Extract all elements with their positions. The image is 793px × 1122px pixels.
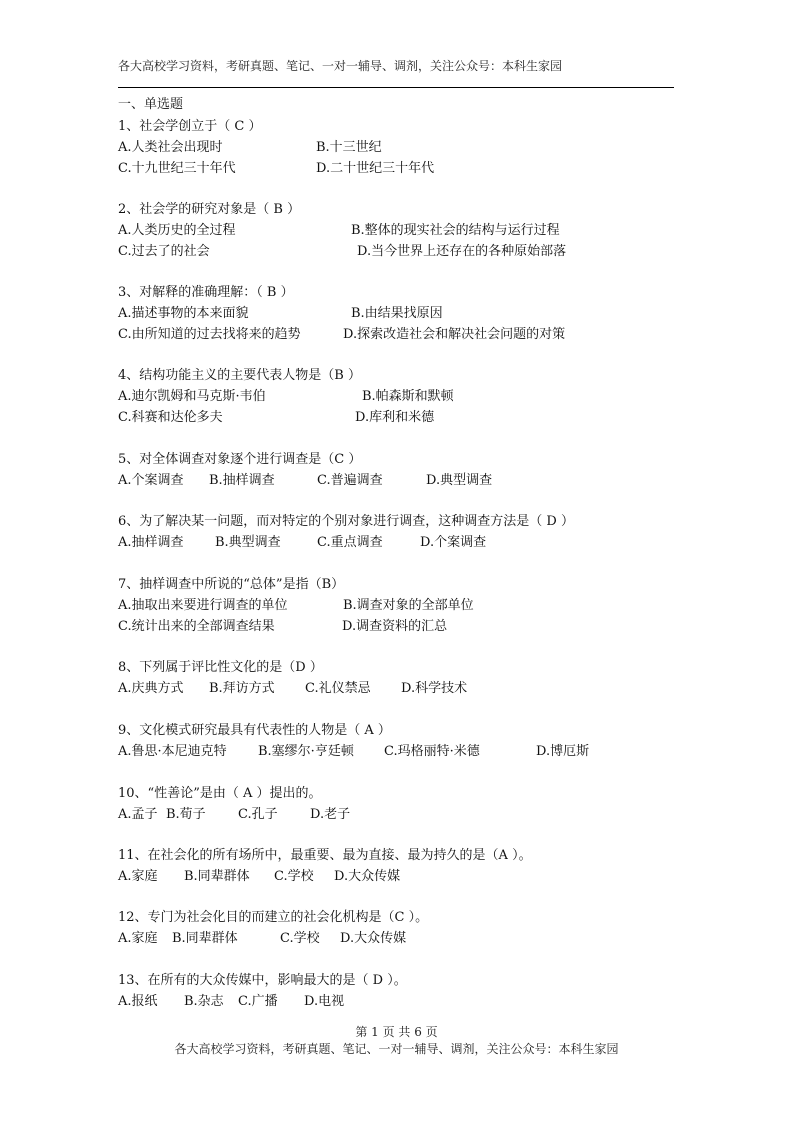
question-8-option-c: C.礼仪禁忌 [305,681,371,696]
question-2-option-c: C.过去了的社会 [118,244,210,259]
question-10-option-a: A.孟子 [118,807,158,822]
question-4-option-b: B.帕森斯和默顿 [362,389,454,404]
question-8-option-a: A.庆典方式 [118,681,184,696]
question-12-stem: 12、专门为社会化目的而建立的社会化机构是（C ）。 [118,910,429,925]
question-8-option-b: B.拜访方式 [209,681,275,696]
question-10-option-b: B.荀子 [166,807,206,822]
question-4-option-a: A.迪尔凯姆和马克斯·韦伯 [118,389,266,404]
question-13-option-b: B.杂志 [184,994,224,1009]
question-6-option-a: A.抽样调查 [118,535,184,550]
question-6-option-c: C.重点调查 [317,535,383,550]
question-11-option-d: D.大众传媒 [334,869,401,884]
question-11-option-c: C.学校 [274,869,314,884]
question-12-option-b: B.同辈群体 [172,931,238,946]
question-7-option-b: B.调查对象的全部单位 [343,598,474,613]
page-footer: 各大高校学习资料，考研真题、笔记、一对一辅导、调剂，关注公众号：本科生家园 [174,1042,619,1056]
question-12-option-d: D.大众传媒 [340,931,407,946]
question-13-option-c: C.广播 [238,994,278,1009]
question-10-option-d: D.老子 [310,807,351,822]
question-1-option-a: A.人类社会出现时 [118,140,223,155]
question-8-stem: 8、下列属于评比性文化的是（D ） [118,660,323,675]
question-6-option-d: D.个案调查 [420,535,487,550]
question-4-option-c: C.科赛和达伦多夫 [118,410,223,425]
section-title: 一、单选题 [118,97,184,112]
question-10-stem: 10、“性善论”是由（ A ）提出的。 [118,786,322,801]
header-divider [118,87,674,88]
question-4-stem: 4、结构功能主义的主要代表人物是（B ） [118,368,361,383]
question-10-option-c: C.孔子 [238,807,278,822]
question-5-option-b: B.抽样调查 [209,473,275,488]
question-9-option-a: A.鲁思·本尼迪克特 [118,744,227,759]
page-header: 各大高校学习资料，考研真题、笔记、一对一辅导、调剂，关注公众号：本科生家园 [118,59,563,73]
question-1-stem: 1、社会学创立于（ C ） [118,119,262,134]
question-5-stem: 5、对全体调查对象逐个进行调查是（C ） [118,452,362,467]
question-12-option-c: C.学校 [280,931,320,946]
question-9-option-b: B.塞缪尔·亨廷顿 [258,744,354,759]
question-5-option-a: A.个案调查 [118,473,184,488]
question-1-option-b: B.十三世纪 [316,140,382,155]
question-11-option-a: A.家庭 [118,869,158,884]
question-1-option-c: C.十九世纪三十年代 [118,161,236,176]
question-12-option-a: A.家庭 [118,931,158,946]
question-2-option-b: B.整体的现实社会的结构与运行过程 [351,223,560,238]
page-number: 第 1 页 共 6 页 [355,1025,438,1039]
question-1-option-d: D.二十世纪三十年代 [316,161,435,176]
question-9-option-d: D.博厄斯 [536,744,590,759]
question-3-option-d: D.探索改造社会和解决社会问题的对策 [343,327,566,342]
question-2-option-a: A.人类历史的全过程 [118,223,236,238]
question-11-option-b: B.同辈群体 [184,869,250,884]
question-9-option-c: C.玛格丽特·米德 [384,744,480,759]
question-2-option-d: D.当今世界上还存在的各种原始部落 [357,244,567,259]
question-13-option-a: A.报纸 [118,994,158,1009]
question-7-option-c: C.统计出来的全部调查结果 [118,619,275,634]
question-13-stem: 13、在所有的大众传媒中，影响最大的是（ D ）。 [118,973,407,988]
question-6-stem: 6、为了解决某一问题，而对特定的个别对象进行调查，这种调查方法是（ D ） [118,514,574,529]
question-5-option-c: C.普遍调查 [317,473,383,488]
question-8-option-d: D.科学技术 [401,681,468,696]
question-7-option-d: D.调查资料的汇总 [342,619,448,634]
question-3-option-c: C.由所知道的过去找将来的趋势 [118,327,301,342]
question-5-option-d: D.典型调查 [426,473,493,488]
question-3-stem: 3、对解释的准确理解：（ B ） [118,285,294,300]
question-4-option-d: D.库利和米德 [355,410,435,425]
question-6-option-b: B.典型调查 [215,535,281,550]
question-13-option-d: D.电视 [304,994,345,1009]
question-7-option-a: A.抽取出来要进行调查的单位 [118,598,288,613]
question-3-option-b: B.由结果找原因 [351,306,443,321]
question-7-stem: 7、抽样调查中所说的“总体”是指（B） [118,577,345,592]
question-9-stem: 9、文化模式研究最具有代表性的人物是（ A ） [118,723,391,738]
question-11-stem: 11、在社会化的所有场所中，最重要、最为直接、最为持久的是（A ）。 [118,848,532,863]
question-2-stem: 2、社会学的研究对象是（ B ） [118,202,301,217]
question-3-option-a: A.描述事物的本来面貌 [118,306,249,321]
